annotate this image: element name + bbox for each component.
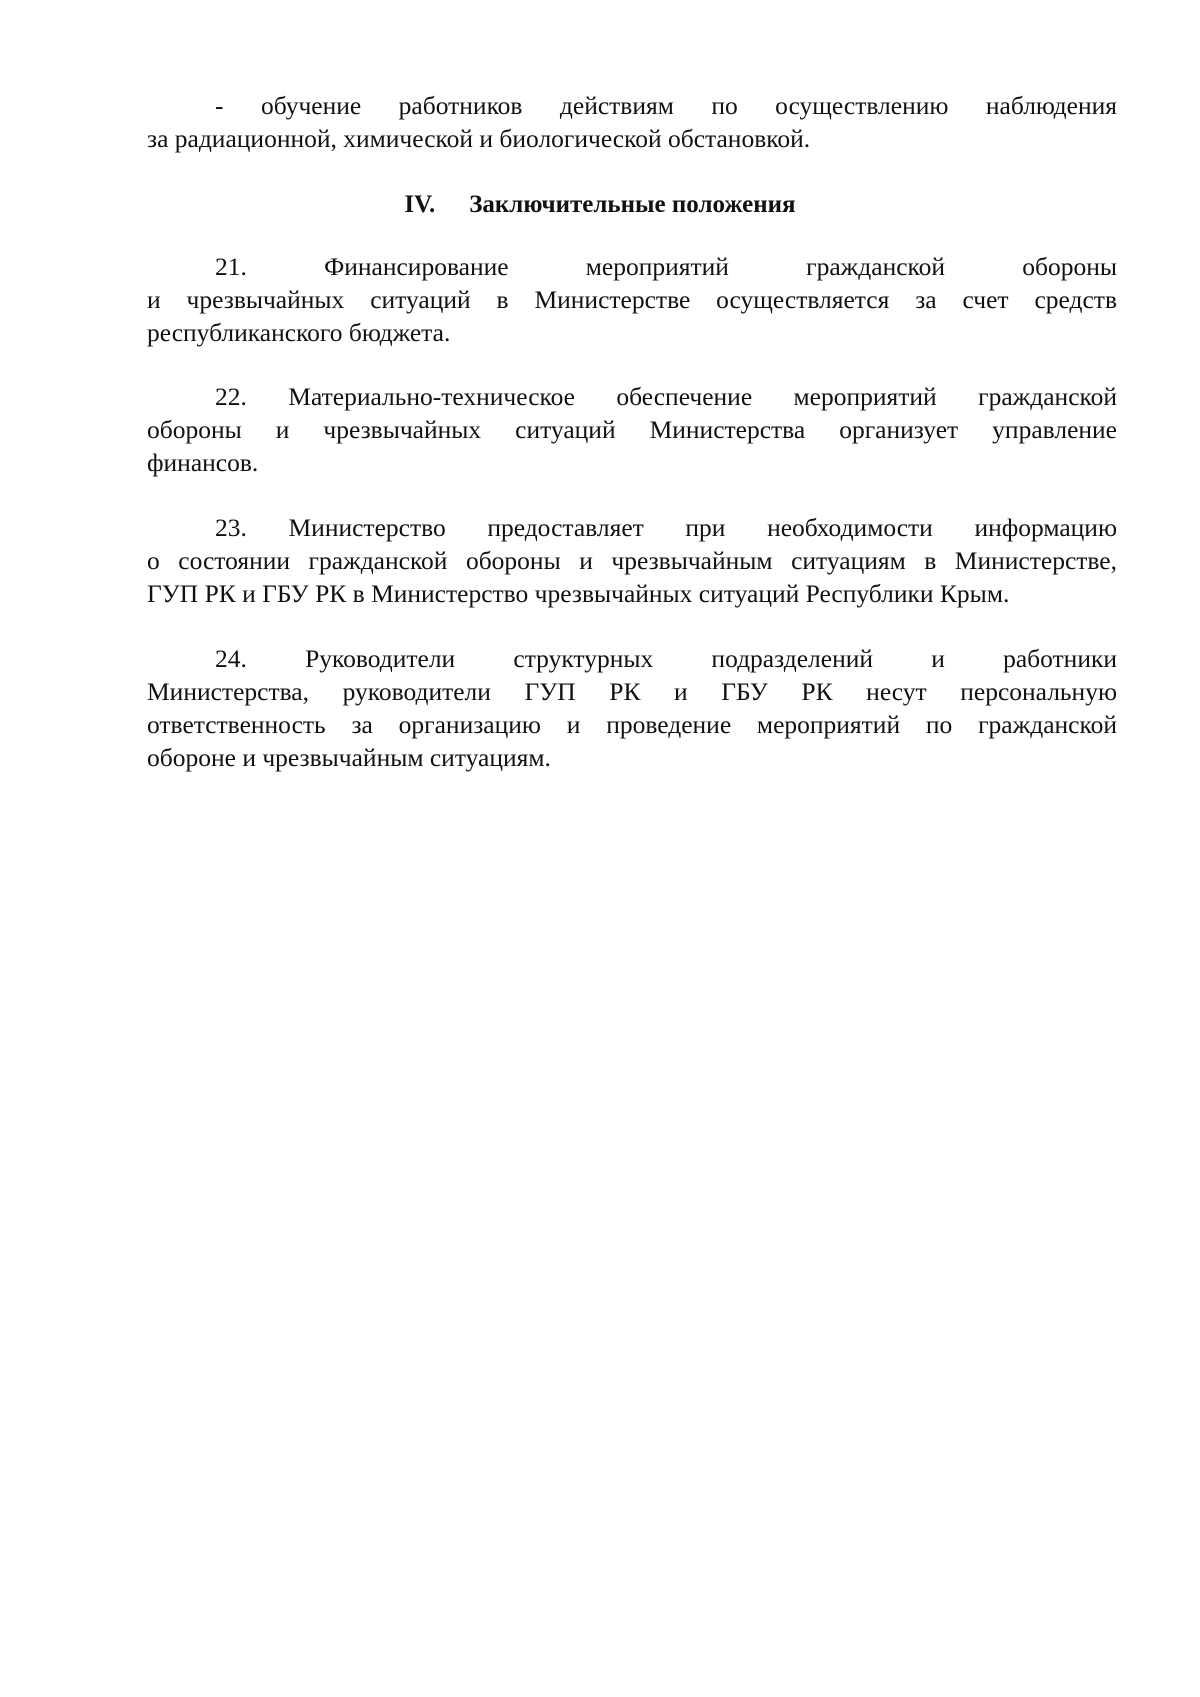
paragraph-24-line-4: обороне и чрезвычайным ситуациям.	[147, 743, 551, 772]
paragraph-22-line-3: финансов.	[147, 448, 259, 477]
paragraph-22-line-2: обороны и чрезвычайных ситуаций Министерства организует управление	[147, 415, 1117, 444]
paragraph-22	[147, 380, 1117, 479]
paragraph-23-line-3: ГУП РК и ГБУ РК в Министерство чрезвычайных ситуаций Республики Крым.	[147, 579, 1010, 608]
paragraph-24-line-2: Министерства, руководители ГУП РК и ГБУ РК несут персональную	[147, 677, 1117, 706]
paragraph-24-line-1: 24. Руководители структурных подразделений и работники	[215, 644, 1117, 673]
paragraph-23-line-1: 23. Министерство предоставляет при необходимости информацию	[215, 513, 1117, 542]
paragraph-22-line-1: 22. Материально-техническое обеспечение мероприятий гражданской	[215, 382, 1117, 411]
paragraph-23	[147, 511, 1117, 610]
paragraph-21	[147, 250, 1117, 349]
intro-line-1: - обучение работников действиям по осуществлению наблюдения	[215, 91, 1117, 120]
paragraph-23-line-2: о состоянии гражданской обороны и чрезвычайным ситуациям в Министерстве,	[147, 546, 1117, 575]
section-number: IV.	[404, 191, 436, 218]
paragraph-21-line-2: и чрезвычайных ситуаций в Министерстве осуществляется за счет средств	[147, 285, 1117, 314]
paragraph-24	[147, 642, 1117, 774]
intro-paragraph	[147, 89, 1117, 155]
paragraph-21-line-3: республиканского бюджета.	[147, 318, 451, 347]
section-heading	[0, 188, 1200, 221]
intro-line-2: за радиационной, химической и биологической обстановкой.	[147, 124, 811, 153]
paragraph-24-line-3: ответственность за организацию и проведение мероприятий по гражданской	[147, 710, 1117, 739]
paragraph-21-line-1: 21. Финансирование мероприятий гражданской обороны	[215, 252, 1117, 281]
section-title: Заключительные положения	[469, 191, 796, 218]
